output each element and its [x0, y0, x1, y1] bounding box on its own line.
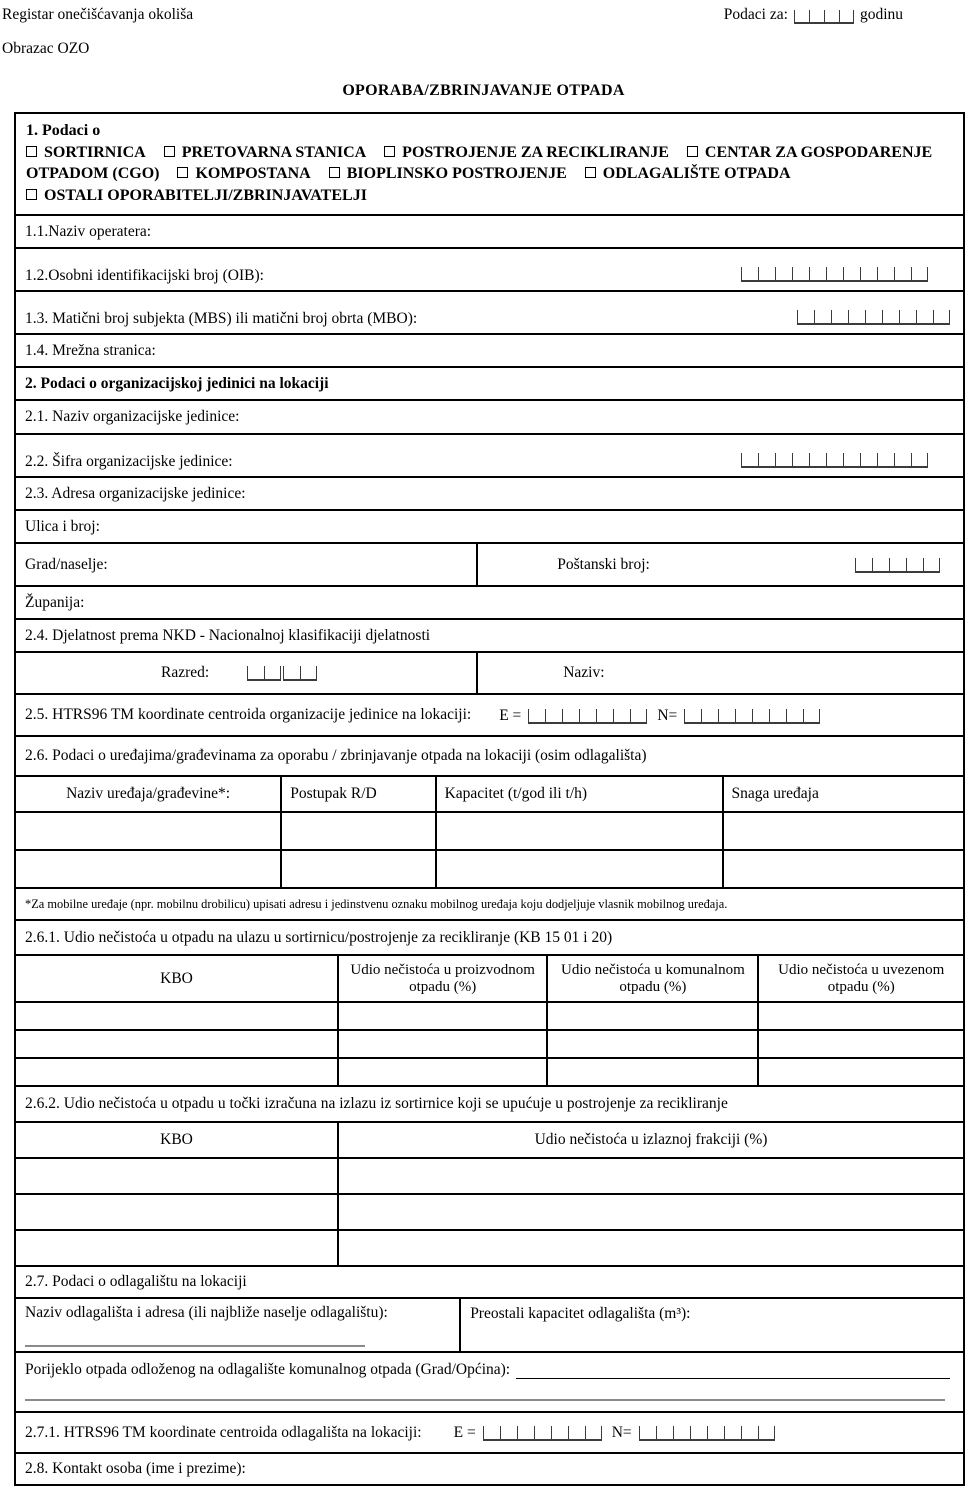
section-heading-text: 2.7. Podaci o odlagalištu na lokaciji [25, 1273, 247, 1290]
table-header-row [16, 777, 963, 811]
column-header: Snaga uređaja [722, 777, 963, 811]
field-postanski-broj [476, 544, 963, 585]
table-cell-empty[interactable] [435, 851, 722, 887]
table-cell-empty[interactable] [337, 1031, 546, 1057]
table-header-row [16, 1123, 963, 1157]
razred-input-boxes[interactable] [247, 666, 317, 681]
field-label: Ulica i broj: [25, 517, 100, 535]
field-oib [16, 247, 963, 290]
field-nkd [16, 618, 963, 651]
checkbox-label: BIOPLINSKO POSTROJENJE [346, 165, 567, 182]
year-suffix: godinu [859, 6, 903, 23]
table-cell-empty[interactable] [280, 813, 434, 849]
razred-boxes-major[interactable] [247, 666, 281, 681]
table-cell-empty[interactable] [722, 813, 963, 849]
table-row [16, 1001, 963, 1029]
checkbox-odlagaliste-otpada[interactable] [585, 165, 791, 182]
field-koordinate-odlagalista [16, 1411, 963, 1452]
coordinate-e-group [454, 1424, 602, 1441]
ozo-form [14, 112, 965, 1486]
field-razred [16, 653, 476, 693]
e-input-boxes[interactable] [483, 1426, 602, 1441]
postanski-input-boxes[interactable] [855, 558, 940, 573]
field-label: Poštanski broj: [557, 555, 650, 573]
footnote-text: *Za mobilne uređaje (npr. mobilnu drobilicu) upisati adresu i jedinstvenu oznaku mobilnog uređaja koju dodjeljuje vlasnik mobilnog uređaja. [25, 896, 728, 911]
checkbox-label: POSTROJENJE ZA RECIKLIRANJE [402, 143, 669, 161]
column-header: Naziv uređaja/građevine*: [66, 785, 231, 802]
table-udio-ulaz [16, 954, 963, 1085]
n-input-boxes[interactable] [639, 1426, 775, 1441]
checkbox-icon [329, 167, 340, 178]
table-cell-empty[interactable] [16, 1231, 337, 1265]
section-heading-text: 2. Podaci o organizacijskoj jedinici na lokaciji [25, 374, 329, 392]
write-in-line[interactable] [25, 1345, 365, 1347]
n-input-boxes[interactable] [684, 709, 820, 724]
sifra-input-boxes[interactable] [741, 453, 928, 468]
checkbox-pretovarna-stanica[interactable] [164, 144, 366, 161]
table-cell-empty[interactable] [280, 851, 434, 887]
field-sifra-org-jedinice [16, 433, 963, 476]
table-udio-izlaz [16, 1121, 963, 1265]
field-mrezna-stranica[interactable] [16, 333, 963, 366]
razred-boxes-minor[interactable] [283, 666, 317, 681]
write-in-line-full[interactable] [25, 1399, 945, 1401]
field-label: Razred: [161, 664, 210, 681]
table-cell-empty[interactable] [16, 813, 280, 849]
column-header: Udio nečistoća u proizvodnom otpadu (%) [337, 956, 546, 1001]
field-kontakt-osoba[interactable] [16, 1452, 963, 1484]
table-cell-empty[interactable] [757, 1003, 962, 1029]
table-cell-empty[interactable] [757, 1059, 962, 1085]
data-for-label: Podaci za: [723, 6, 788, 23]
checkbox-bioplinsko-postrojenje[interactable] [329, 165, 567, 182]
table-row [16, 1157, 963, 1193]
facility-type-checkboxes [26, 142, 953, 185]
field-mbs-mbo [16, 290, 963, 333]
field-preostali-kapacitet[interactable] [459, 1299, 963, 1351]
page-header [0, 0, 979, 100]
field-label: 2.2. Šifra organizacijske jedinice: [25, 453, 233, 470]
section2-heading [16, 366, 963, 399]
table-row [16, 1057, 963, 1085]
field-label: Naziv odlagališta i adresa (ili najbliže naselje odlagalištu): [25, 1304, 388, 1321]
table-cell-empty[interactable] [546, 1003, 757, 1029]
section1-header [16, 114, 963, 214]
checkbox-icon [164, 146, 175, 157]
page-title: OPORABA/ZBRINJAVANJE OTPADA [342, 82, 625, 99]
checkbox-label: ODLAGALIŠTE OTPADA [602, 165, 791, 182]
checkbox-ostali-oporabitelji[interactable] [26, 187, 367, 204]
field-label: 2.1. Naziv organizacijske jedinice: [25, 408, 240, 425]
table-header-row [16, 956, 963, 1001]
e-label: E = [453, 1424, 476, 1441]
field-label: Naziv: [563, 664, 605, 681]
column-header: Postupak R/D [280, 777, 434, 811]
column-header: Udio nečistoća u komunalnom otpadu (%) [546, 956, 757, 1001]
year-input-boxes[interactable] [794, 10, 854, 24]
field-nkd-naziv[interactable] [476, 653, 963, 693]
write-in-line[interactable] [516, 1364, 950, 1380]
n-label: N= [611, 1424, 632, 1441]
checkbox-icon [26, 189, 37, 200]
checkbox-icon [177, 167, 188, 178]
field-ulica-i-broj[interactable] [16, 509, 963, 542]
field-label: 1.2.Osobni identifikacijski broj (OIB): [25, 267, 264, 284]
table-row [16, 811, 963, 849]
field-porijeklo-otpada [16, 1351, 963, 1411]
e-label: E = [499, 706, 522, 724]
table-uredjaji [16, 775, 963, 887]
e-input-boxes[interactable] [528, 709, 647, 724]
field-adresa-org-jedinice [16, 476, 963, 509]
coordinate-e-group [499, 707, 647, 724]
column-header: Udio nečistoća u uvezenom otpadu (%) [757, 956, 962, 1001]
column-header: Kapacitet (t/god ili t/h) [435, 777, 722, 811]
checkbox-icon [26, 146, 37, 157]
facility-type-other [26, 185, 953, 207]
checkbox-label: CENTAR ZA GOSPODARENJE OTPADOM (CGO) [26, 143, 933, 182]
field-label: Porijeklo otpada odloženog na odlagalište komunalnog otpada (Grad/Općina): [25, 1361, 511, 1378]
row-grad-postanski [16, 542, 963, 585]
column-header: Udio nečistoća u izlaznoj frakciji (%) [337, 1123, 963, 1157]
field-label: Županija: [25, 593, 85, 611]
field-label: 2.4. Djelatnost prema NKD - Nacionalnoj klasifikaciji djelatnosti [25, 626, 431, 644]
data-for-year [724, 6, 903, 24]
column-header: KBO [160, 969, 193, 987]
section-heading-text: 2.6.2. Udio nečistoća u otpadu u točki izračuna na izlazu iz sortirnice koji se upućuje u postrojenje za recikliranje [25, 1095, 728, 1112]
checkbox-icon [384, 146, 395, 157]
section26-heading [16, 735, 963, 775]
section262-heading [16, 1085, 963, 1121]
coordinate-n-group [612, 1424, 775, 1441]
checkbox-label: OSTALI OPORABITELJI/ZBRINJAVATELJI [44, 186, 367, 204]
section261-heading [16, 919, 963, 954]
coordinate-n-group [657, 707, 820, 724]
field-naziv-operatera[interactable] [16, 214, 963, 247]
table-cell-empty[interactable] [16, 851, 280, 887]
oib-input-boxes[interactable] [741, 267, 928, 282]
table-cell-empty[interactable] [16, 1159, 337, 1193]
n-label: N= [657, 706, 678, 724]
table-row [16, 849, 963, 887]
checkbox-label: KOMPOSTANA [195, 165, 311, 182]
footnote-mobile-devices [16, 887, 963, 919]
section-heading-text: 2.6. Podaci o uređajima/građevinama za oporabu / zbrinjavanje otpada na lokaciji (osim odlagališta) [25, 747, 647, 764]
table-cell-empty[interactable] [16, 1195, 337, 1229]
table-row [16, 1029, 963, 1057]
field-label: 2.8. Kontakt osoba (ime i prezime): [25, 1460, 246, 1477]
table-row [16, 1193, 963, 1229]
table-cell-empty[interactable] [337, 1003, 546, 1029]
table-cell-empty[interactable] [757, 1031, 962, 1057]
table-cell-empty[interactable] [337, 1159, 963, 1193]
field-naziv-org-jedinice[interactable] [16, 399, 963, 433]
field-label: 1.4. Mrežna stranica: [25, 341, 156, 359]
register-title: Registar onečišćavanja okoliša [2, 6, 194, 23]
field-label: Grad/naselje: [25, 555, 108, 573]
checkbox-icon [687, 146, 698, 157]
table-cell-empty[interactable] [337, 1231, 963, 1265]
checkbox-sortirnica[interactable] [26, 144, 146, 161]
field-naziv-odlagalista[interactable] [16, 1299, 459, 1351]
table-cell-empty[interactable] [337, 1059, 546, 1085]
field-label: 1.1.Naziv operatera: [25, 222, 152, 240]
form-code: Obrazac OZO [2, 40, 90, 57]
checkbox-kompostana[interactable] [177, 165, 310, 182]
field-label: Preostali kapacitet odlagališta (m³): [470, 1305, 691, 1322]
row-odlagaliste [16, 1297, 963, 1351]
table-cell-empty[interactable] [337, 1195, 963, 1229]
field-grad-naselje[interactable] [16, 544, 476, 585]
mbs-input-boxes[interactable] [797, 310, 950, 325]
field-zupanija[interactable] [16, 585, 963, 618]
column-header: KBO [160, 1131, 193, 1148]
row-razred-naziv [16, 651, 963, 693]
checkbox-icon [585, 167, 596, 178]
field-label: 2.7.1. HTRS96 TM koordinate centroida odlagališta na lokaciji: [25, 1423, 422, 1441]
field-label: 1.3. Matični broj subjekta (MBS) ili matični broj obrta (MBO): [25, 310, 418, 327]
checkbox-label: PRETOVARNA STANICA [181, 143, 367, 161]
table-cell-empty[interactable] [722, 851, 963, 887]
table-cell-empty[interactable] [16, 1031, 337, 1057]
checkbox-label: SORTIRNICA [44, 143, 146, 161]
section-heading-text: 2.6.1. Udio nečistoća u otpadu na ulazu u sortirnicu/postrojenje za recikliranje (KB 15 01 i 20) [25, 928, 613, 946]
field-label: 2.3. Adresa organizacijske jedinice: [25, 484, 246, 502]
checkbox-postrojenje-za-recikliranje[interactable] [384, 144, 669, 161]
table-cell-empty[interactable] [16, 1003, 337, 1029]
section27-heading [16, 1265, 963, 1297]
table-cell-empty[interactable] [16, 1059, 337, 1085]
section1-heading: 1. Podaci o [26, 122, 101, 139]
table-row [16, 1229, 963, 1265]
table-cell-empty[interactable] [546, 1059, 757, 1085]
field-label: 2.5. HTRS96 TM koordinate centroida organizacije jedinice na lokaciji: [25, 706, 472, 723]
table-cell-empty[interactable] [435, 813, 722, 849]
field-koordinate-org-jedinice [16, 693, 963, 735]
table-cell-empty[interactable] [546, 1031, 757, 1057]
